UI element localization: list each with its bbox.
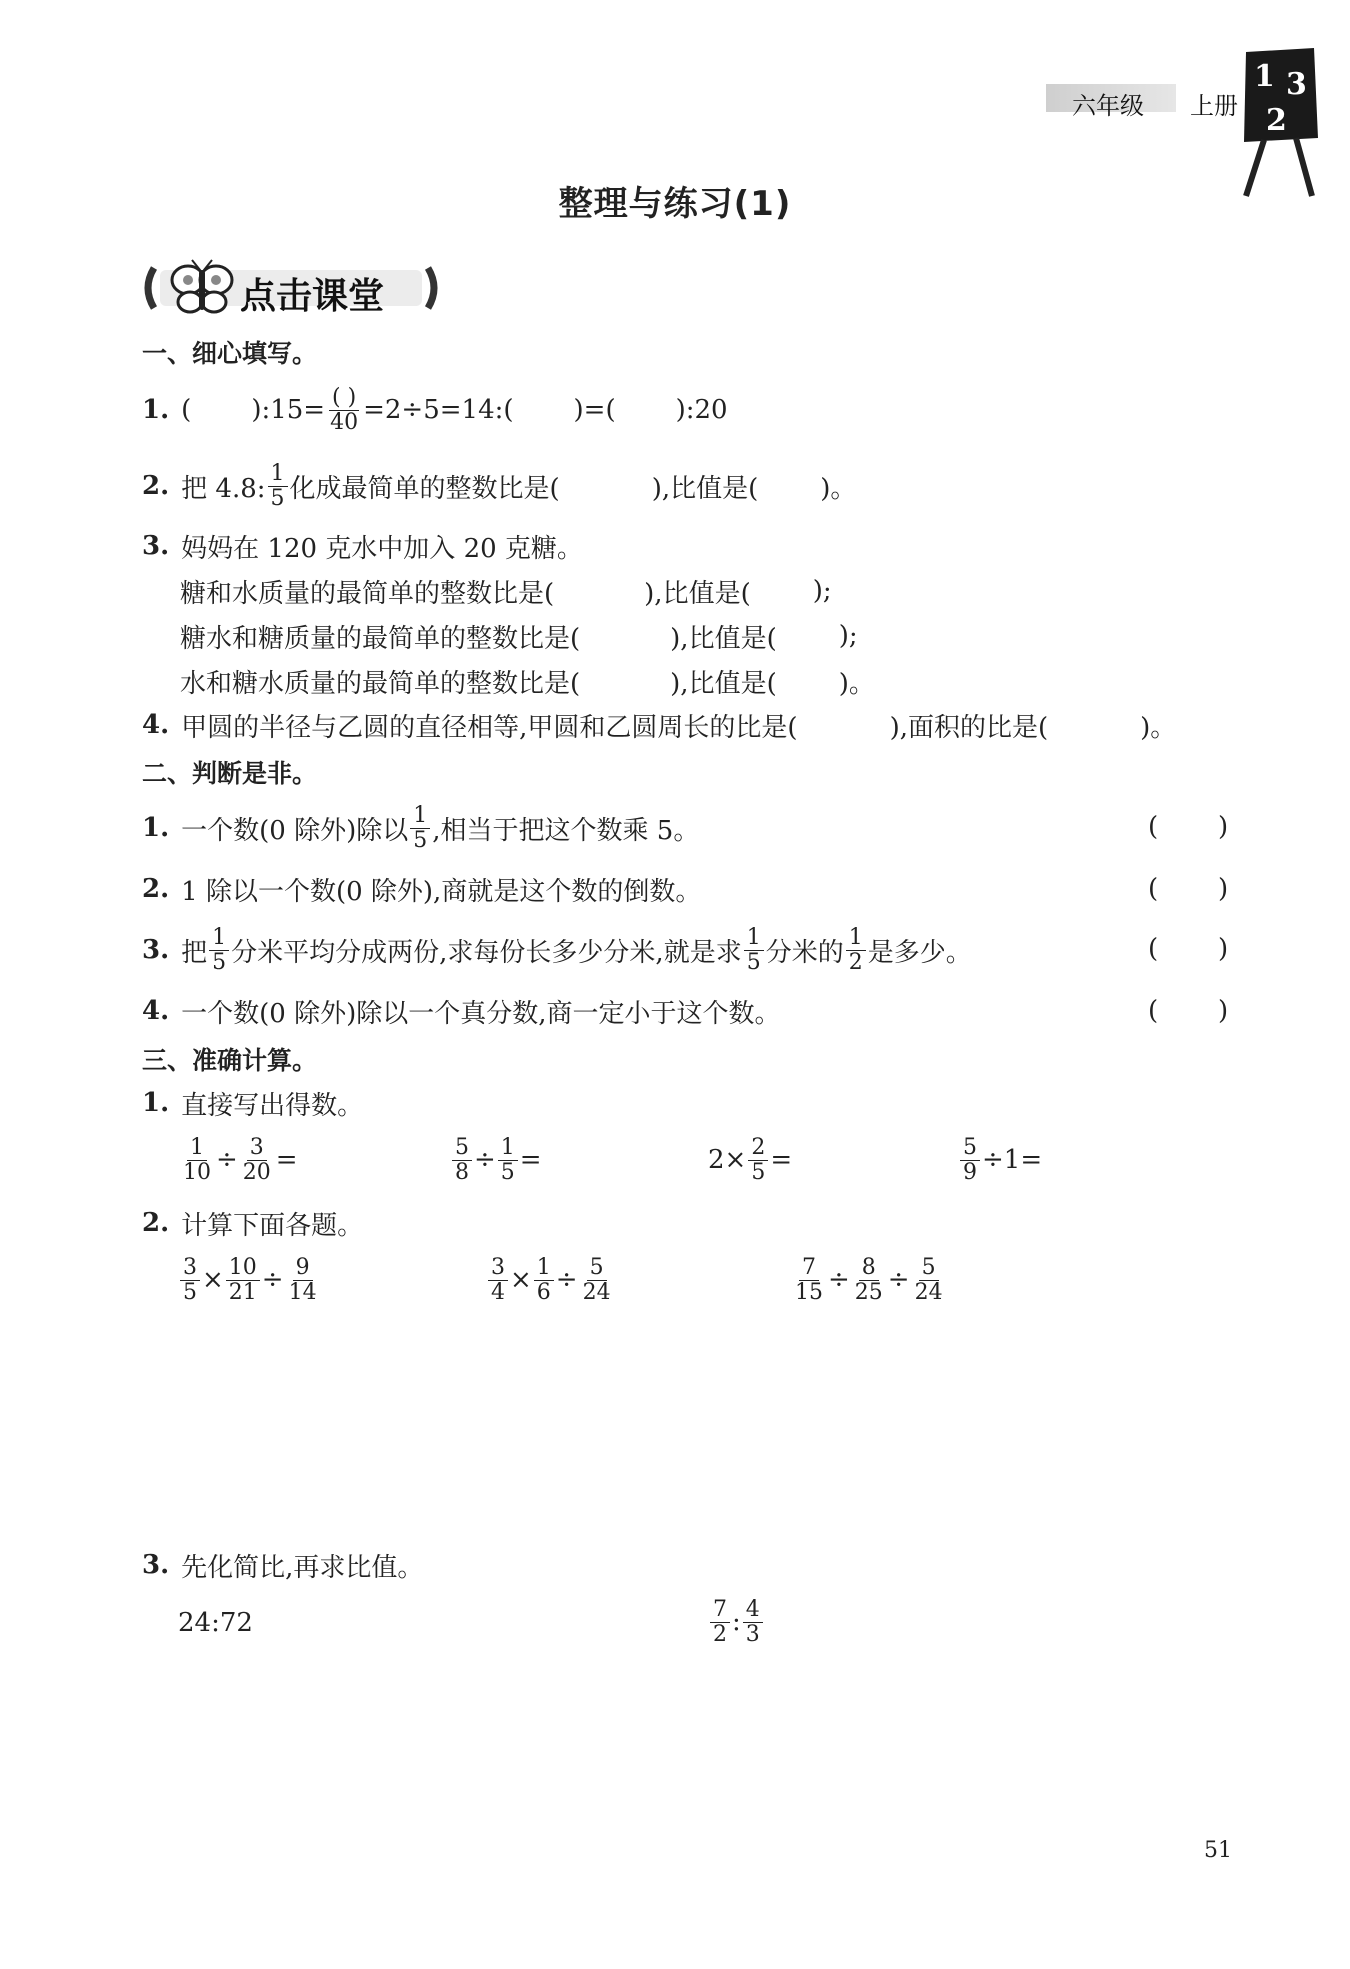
q2-3-answer-paren-left: (: [1148, 934, 1159, 964]
section-2-heading: 二、判断是非。: [142, 759, 318, 788]
q3-1-expr-2-operator: ÷: [474, 1145, 496, 1175]
q2-3: [142, 922, 972, 978]
q2-3-fraction-1-denominator: 5: [212, 949, 227, 975]
butterfly-icon: [166, 258, 238, 318]
q3-2-number: 2.: [142, 1208, 170, 1238]
q3-2-expr-3-f3-denominator: 24: [914, 1279, 943, 1305]
q1-4-text-c: )。: [1140, 712, 1177, 743]
q1-3-line-1: [180, 574, 832, 608]
q3-2-label: 计算下面各题。: [181, 1210, 364, 1241]
q1-2-fraction-denominator: 5: [270, 485, 285, 511]
banner-text: 点击课堂: [240, 276, 385, 317]
q2-1-fraction: [410, 804, 430, 853]
q3-3-expr-1-text: 24:72: [178, 1608, 253, 1638]
q3-1-expr-1-fraction-2: [240, 1136, 274, 1185]
q1-1-fraction-numerator: ( ): [329, 386, 359, 411]
q2-3-fraction-3-denominator: 2: [848, 949, 863, 975]
q3-3-expr-2-f1-denominator: 2: [713, 1621, 727, 1647]
q3-1-expr-4-fraction-1: [960, 1136, 980, 1185]
q3-1-expr-4-f1-denominator: 9: [963, 1159, 977, 1185]
q2-3-fraction-1: [209, 926, 229, 975]
q3-2-expr-2-fraction-2: [534, 1256, 554, 1305]
q3-1-expr-1-f2-denominator: 20: [242, 1159, 271, 1185]
q3-1-expr-1-f1-denominator: 10: [183, 1159, 211, 1185]
q1-2: [142, 458, 856, 514]
q1-2-text-b: 化成最简单的整数比是(: [289, 473, 560, 504]
q1-2-text-a: 把 4.8:: [181, 473, 266, 504]
q3-1-expr-1-f1-numerator: 1: [187, 1136, 207, 1161]
q1-3-line-3-c: )。: [838, 668, 875, 699]
q3-2-expr-1-fraction-2: [226, 1256, 260, 1305]
q1-1-text-b: ):15=: [251, 395, 326, 425]
q2-2-answer-paren-right: ): [1218, 874, 1229, 904]
q2-2-number: 2.: [142, 874, 170, 904]
q3-3: [142, 1548, 423, 1582]
q2-1-fraction-numerator: 1: [410, 804, 430, 829]
q3-1-expr-2-f2-numerator: 1: [498, 1136, 518, 1161]
q3-1-expr-1-fraction-1: [180, 1136, 214, 1185]
q1-3-line-3-a: 水和糖水质量的最简单的整数比是(: [180, 668, 581, 699]
q2-3-fraction-1-numerator: 1: [209, 926, 229, 951]
q2-1-number: 1.: [142, 813, 170, 843]
q2-3-text-c: 分米的: [765, 937, 844, 968]
q3-1-expr-2-f1-denominator: 8: [455, 1159, 469, 1185]
q3-3-label: 先化简比,再求比值。: [181, 1552, 424, 1583]
q3-1-expr-3-f1-numerator: 2: [748, 1136, 768, 1161]
q3-1-expr-2-f1-numerator: 5: [452, 1136, 472, 1161]
q1-1-text-a: (: [181, 395, 192, 425]
q1-4: [142, 708, 1176, 742]
q3-2-expr-2-f1-numerator: 3: [488, 1256, 508, 1281]
logo-digit-2: 3: [1286, 67, 1307, 102]
q3-1-expr-3-equals: =: [770, 1145, 793, 1175]
q2-4: [142, 994, 781, 1028]
q3-2-expr-3: [790, 1250, 948, 1310]
q3-2-expr-2: [486, 1250, 616, 1310]
q1-3-line-1-c: );: [812, 576, 832, 606]
q1-3-line-2-b: ),比值是(: [670, 623, 777, 654]
q3-1-label: 直接写出得数。: [181, 1090, 364, 1121]
q2-2-answer-paren-left: (: [1148, 874, 1159, 904]
q1-1: [142, 382, 728, 438]
q3-2-expr-2-f2-denominator: 6: [536, 1279, 551, 1305]
page-number: 51: [1204, 1838, 1232, 1863]
q2-4-answer-paren-right: ): [1218, 996, 1229, 1026]
q3-2-expr-2-operator-2: ÷: [555, 1265, 578, 1295]
q2-3-fraction-2-denominator: 5: [746, 949, 761, 975]
q3-3-expr-2: [708, 1592, 765, 1652]
q2-3-fraction-2: [744, 926, 764, 975]
q1-2-number: 2.: [142, 471, 170, 501]
q1-3-line-2-a: 糖水和糖质量的最简单的整数比是(: [180, 623, 581, 654]
q3-2-expr-3-f1-numerator: 7: [799, 1256, 819, 1281]
q2-2-text: 1 除以一个数(0 除外),商就是这个数的倒数。: [181, 876, 702, 907]
q3-2-expr-2-f3-numerator: 5: [587, 1256, 607, 1281]
q3-3-expr-1: [178, 1606, 253, 1640]
q3-1-expr-4-suffix: ÷1=: [982, 1145, 1043, 1175]
q1-2-fraction-numerator: 1: [268, 462, 288, 487]
q3-1-expr-3: [708, 1130, 792, 1190]
q1-1-text-c: =2÷5=14:(: [363, 395, 514, 425]
q3-3-expr-2-f2-denominator: 3: [745, 1621, 760, 1647]
q3-2-expr-3-f2-numerator: 8: [859, 1256, 879, 1281]
q3-2-expr-3-f2-denominator: 25: [854, 1279, 883, 1305]
q2-3-fraction-3-numerator: 1: [846, 926, 866, 951]
q3-2: [142, 1206, 363, 1240]
q1-1-number: 1.: [142, 395, 170, 425]
q3-1-expr-2-equals: =: [519, 1145, 542, 1175]
q1-2-fraction: [268, 462, 288, 511]
q3-2-expr-1-f1-numerator: 3: [180, 1256, 200, 1281]
q3-2-expr-3-fraction-3: [912, 1256, 946, 1305]
q3-1-expr-2-fraction-2: [498, 1136, 518, 1185]
q3-1-expr-4: [958, 1130, 1042, 1190]
q1-3-number: 3.: [142, 531, 170, 561]
q1-4-text-a: 甲圆的半径与乙圆的直径相等,甲圆和乙圆周长的比是(: [181, 712, 798, 743]
q3-1-expr-1-operator: ÷: [216, 1145, 238, 1175]
q3-2-expr-2-f2-numerator: 1: [534, 1256, 554, 1281]
q1-3-line-3: [180, 664, 875, 698]
q3-2-expr-1-operator-2: ÷: [261, 1265, 284, 1295]
q3-2-expr-2-fraction-3: [580, 1256, 614, 1305]
q1-1-text-e: ):20: [675, 395, 728, 425]
q1-2-text-c: ),比值是(: [651, 473, 759, 504]
q2-1-fraction-denominator: 5: [413, 827, 428, 853]
q2-1-answer-paren-left: (: [1148, 812, 1159, 842]
q3-2-expr-1-f2-numerator: 10: [226, 1256, 260, 1281]
q3-2-expr-3-f3-numerator: 5: [919, 1256, 939, 1281]
q1-1-fraction: [327, 386, 361, 435]
q3-2-expr-2-fraction-1: [488, 1256, 508, 1305]
q3-2-expr-1-f1-denominator: 5: [183, 1279, 197, 1305]
q3-2-expr-1-fraction-1: [180, 1256, 200, 1305]
q2-1-text-a: 一个数(0 除外)除以: [181, 815, 409, 846]
q3-1-expr-2-f2-denominator: 5: [500, 1159, 515, 1185]
q3-1-expr-3-prefix: 2×: [708, 1145, 747, 1175]
q2-4-number: 4.: [142, 996, 170, 1026]
section-banner: [140, 258, 442, 318]
section-1-heading: 一、细心填写。: [142, 339, 318, 368]
q3-1-expr-1-f2-numerator: 3: [247, 1136, 267, 1161]
q3-1: [142, 1086, 363, 1120]
q1-4-number: 4.: [142, 710, 170, 740]
q1-3-line-1-a: 糖和水质量的最简单的整数比是(: [180, 578, 555, 609]
q3-2-expr-1-operator-1: ×: [202, 1265, 224, 1295]
q3-1-expr-4-f1-numerator: 5: [960, 1136, 980, 1161]
q1-3-line-1-b: ),比值是(: [644, 578, 751, 609]
q2-1-answer-paren-right: ): [1218, 812, 1229, 842]
q3-3-expr-2-fraction-2: [743, 1598, 763, 1647]
q3-2-expr-3-operator-2: ÷: [887, 1265, 910, 1295]
q2-3-number: 3.: [142, 935, 170, 965]
q3-3-number: 3.: [142, 1550, 170, 1580]
q3-2-expr-1-f2-denominator: 21: [228, 1279, 257, 1305]
section-3-heading: 三、准确计算。: [142, 1046, 318, 1075]
q3-2-expr-1-fraction-3: [286, 1256, 320, 1305]
q2-3-fraction-2-numerator: 1: [744, 926, 764, 951]
q3-1-expr-2-fraction-1: [452, 1136, 472, 1185]
q3-2-expr-3-f1-denominator: 15: [795, 1279, 823, 1305]
q2-3-text-d: 是多少。: [867, 937, 972, 968]
q3-2-expr-2-f3-denominator: 24: [582, 1279, 611, 1305]
q3-2-expr-3-operator-1: ÷: [828, 1265, 850, 1295]
q3-3-expr-2-fraction-1: [710, 1598, 730, 1647]
q1-1-fraction-denominator: 40: [330, 409, 359, 435]
q2-3-fraction-3: [846, 926, 866, 975]
grade-label: 六年级: [1072, 92, 1144, 120]
term-label: 上册: [1190, 92, 1238, 120]
q2-3-text-b: 分米平均分成两份,求每份长多少分米,就是求: [231, 937, 742, 968]
q3-1-number: 1.: [142, 1088, 170, 1118]
q3-3-expr-2-operator: :: [732, 1607, 741, 1637]
q1-2-text-d: )。: [820, 473, 857, 504]
q1-3-line-2-c: );: [838, 621, 858, 651]
q3-2-expr-3-fraction-2: [852, 1256, 886, 1305]
q2-3-text-a: 把: [181, 937, 208, 968]
q3-1-expr-3-f1-denominator: 5: [751, 1159, 766, 1185]
q3-2-expr-2-operator-1: ×: [510, 1265, 532, 1295]
q3-2-expr-1-f3-numerator: 9: [293, 1256, 313, 1281]
q1-1-text-d: )=(: [573, 395, 616, 425]
q1-4-text-b: ),面积的比是(: [889, 712, 1049, 743]
q3-3-expr-2-f1-numerator: 7: [710, 1598, 730, 1623]
q2-1-text-b: ,相当于把这个数乘 5。: [432, 815, 700, 846]
q1-3-line-2: [180, 619, 858, 653]
q1-3-line-3-b: ),比值是(: [670, 668, 777, 699]
q2-4-answer-paren-left: (: [1148, 996, 1159, 1026]
logo-digit-1: 1: [1254, 59, 1275, 94]
q3-2-expr-2-f1-denominator: 4: [491, 1279, 505, 1305]
q2-1: [142, 800, 699, 856]
q3-1-expr-1: [178, 1130, 298, 1190]
q3-1-expr-1-equals: =: [275, 1145, 298, 1175]
q1-3-intro: 妈妈在 120 克水中加入 20 克糖。: [181, 533, 583, 564]
page-title: 整理与练习(1): [558, 184, 792, 224]
q2-4-text: 一个数(0 除外)除以一个真分数,商一定小于这个数。: [181, 998, 781, 1029]
q3-3-expr-2-f2-numerator: 4: [743, 1598, 763, 1623]
q3-2-expr-1-f3-denominator: 14: [288, 1279, 317, 1305]
q3-1-expr-3-fraction-1: [748, 1136, 768, 1185]
logo-digit-3: 2: [1266, 103, 1287, 138]
q3-1-expr-2: [450, 1130, 542, 1190]
q1-3: [142, 529, 583, 563]
q2-3-answer-paren-right: ): [1218, 934, 1229, 964]
q2-2: [142, 872, 701, 906]
q3-2-expr-1: [178, 1250, 322, 1310]
q3-2-expr-3-fraction-1: [792, 1256, 826, 1305]
